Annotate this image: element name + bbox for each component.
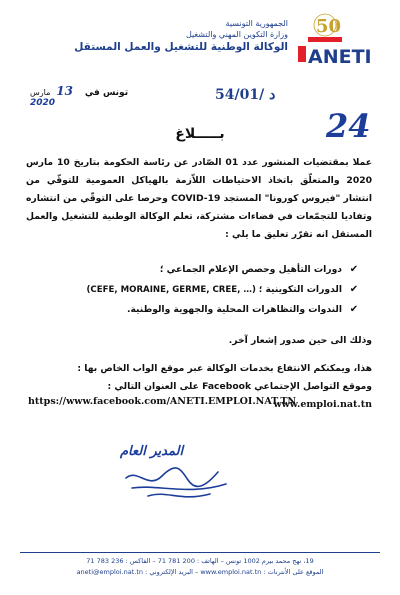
date-month: مارس [30,88,51,97]
date-year: 2020 [30,98,56,108]
date-line [30,84,142,108]
list-item [40,260,360,280]
list-item-text: الدورات التكوينية [265,284,342,295]
date-day: 13 [56,84,73,98]
letterhead-text [68,18,288,55]
list-item [40,280,360,300]
ministry-name: وزارة التكوين المهني والتشغيل [185,30,288,39]
footer-web-email: الموقع على الأنترنات : www.emploi.nat.tn – البريد الإلكتروني : aneti@emploi.nat.tn [76,568,324,576]
republic-name: الجمهورية التونسية [225,19,288,28]
date-city: تونس في [84,88,129,98]
website-link[interactable]: www.emploi.nat.tn [273,399,372,410]
notice-paragraph: عملا بمقتضيات المنشور عدد 01 الصّادر عن رئاسة الحكومة بتاريخ 10 مارس 2020 والمتعلّق باتخاذ الاحتياطات اللاّزمة بالهياكل العمومية للتوقّي من انتشار "فيروس كورونا" المستجد COVID-19 وحرصا على التوقّي من انتشاره وتفاديا للتجمّعات في فضاءات مشتركة، تعلم الوكالة الوطنية للتشغيل والعمل المستقل انه تقرّر تعليق ما يلي : [26,157,372,240]
list-item [40,300,360,320]
footer-address: 19، نهج محمد بيرم 1002 تونس – الهاتف : 200 781 71 – الفاكس : 236 783 71 [86,557,314,565]
handwritten-reference: 24 [326,107,371,145]
invitation-text-1: هذا، ويمكنكم الانتفاع بخدمات الوكالة عبر موقع الواب الخاص بها : [77,363,372,374]
document-title: بـــــلاغ [175,126,225,142]
aneti-logo [294,10,388,72]
list-item-text: دورات التأهيل وحصص الإعلام الجماعي ؛ [159,264,342,275]
anniversary-emblem [308,14,342,42]
agency-name: الوكالة الوطنية للتشغيل والعمل المستقل [74,41,288,53]
invitation-line-1 [26,360,372,378]
list-item-extra: (CEFE, MORAINE, GERME, CREE, …) ؛ [86,285,263,295]
until-notice: وذلك الى حين صدور إشعار آخر. [228,335,372,346]
checkmark-icon: ✔ [349,264,359,275]
anniversary-number: 50 [316,16,342,37]
footer-contact [20,556,380,578]
logo-text: ANETI [308,46,372,68]
list-item-text: الندوات والتظاهرات المحلية والجهوية والوطنية. [127,304,342,315]
handwritten-signature [118,438,238,508]
signatory-title: المدير العام [120,444,184,459]
suspended-activities-list [40,260,360,320]
checkmark-icon: ✔ [349,304,359,315]
notice-body [26,154,372,244]
facebook-link[interactable]: https://www.facebook.com/ANETI.EMPLOI.NAT.TN [28,396,297,407]
invitation-text-2: وموقع التواصل الإجتماعي Facebook على العنوان التالي : [107,381,372,392]
footer-divider [20,552,380,553]
reference-number: 54/01/ د [215,87,276,103]
checkmark-icon: ✔ [349,284,359,295]
